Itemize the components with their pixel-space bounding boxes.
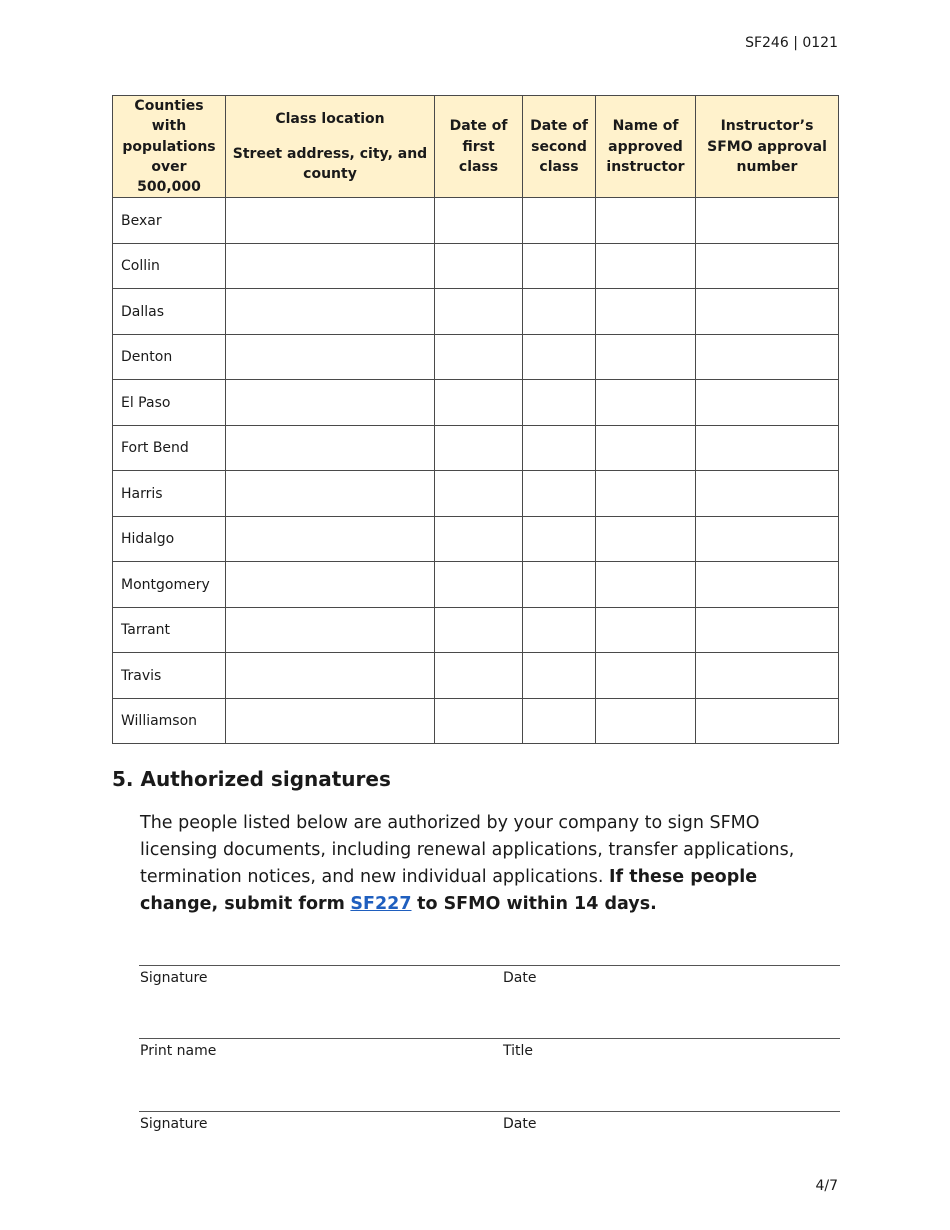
table-row (113, 698, 839, 744)
class-location-cell[interactable] (226, 425, 435, 471)
county-name-cell: Harris (113, 471, 226, 517)
header-first-class-date (435, 96, 523, 198)
second-class-date-cell[interactable] (523, 289, 596, 335)
approval-number-cell[interactable] (696, 698, 839, 744)
county-name-cell: El Paso (113, 380, 226, 426)
class-location-cell[interactable] (226, 471, 435, 517)
table-row (113, 471, 839, 517)
county-name-cell: Tarrant (113, 607, 226, 653)
date-label-1: Date (503, 970, 537, 986)
class-location-cell[interactable] (226, 698, 435, 744)
second-class-date-cell[interactable] (523, 562, 596, 608)
approval-number-cell[interactable] (696, 425, 839, 471)
second-class-date-cell[interactable] (523, 698, 596, 744)
class-location-cell[interactable] (226, 243, 435, 289)
second-class-date-cell[interactable] (523, 243, 596, 289)
header-instructor-name (596, 96, 696, 198)
county-name-cell: Hidalgo (113, 516, 226, 562)
table-row (113, 653, 839, 699)
signature-line-3 (139, 1111, 840, 1112)
print-name-label: Print name (140, 1043, 217, 1059)
intro-paragraph (140, 810, 840, 918)
header-class-location-sub: Street address, city, and county (232, 145, 428, 182)
approval-number-cell[interactable] (696, 380, 839, 426)
approval-number-cell[interactable] (696, 289, 839, 335)
signature-label-1: Signature (140, 970, 208, 986)
class-location-cell[interactable] (226, 334, 435, 380)
approval-number-cell[interactable] (696, 653, 839, 699)
date-label-2: Date (503, 1116, 537, 1132)
instructor-name-cell[interactable] (596, 698, 696, 744)
header-counties (113, 96, 226, 198)
header-class-location-label: Class location (275, 111, 385, 128)
second-class-date-cell[interactable] (523, 425, 596, 471)
instructor-name-cell[interactable] (596, 334, 696, 380)
header-approval-number-label: Instructor’s SFMO approval number (707, 118, 827, 175)
instructor-name-cell[interactable] (596, 516, 696, 562)
class-location-cell[interactable] (226, 289, 435, 335)
form-code: SF246 | 0121 (745, 35, 838, 51)
page-number: 4/7 (815, 1178, 838, 1194)
second-class-date-cell[interactable] (523, 607, 596, 653)
instructor-name-cell[interactable] (596, 198, 696, 244)
county-name-cell: Williamson (113, 698, 226, 744)
section-title: 5. Authorized signatures (112, 767, 391, 791)
class-location-cell[interactable] (226, 607, 435, 653)
signature-line-1 (139, 965, 840, 966)
county-name-cell: Denton (113, 334, 226, 380)
first-class-date-cell[interactable] (435, 243, 523, 289)
header-counties-label: Counties with populations over 500,000 (122, 98, 216, 196)
header-first-class-label: Date of first class (449, 118, 508, 175)
title-label: Title (503, 1043, 534, 1059)
first-class-date-cell[interactable] (435, 198, 523, 244)
class-location-cell[interactable] (226, 653, 435, 699)
sf227-link[interactable]: SF227 (350, 894, 412, 914)
first-class-date-cell[interactable] (435, 425, 523, 471)
county-name-cell: Fort Bend (113, 425, 226, 471)
approval-number-cell[interactable] (696, 471, 839, 517)
approval-number-cell[interactable] (696, 562, 839, 608)
county-name-cell: Bexar (113, 198, 226, 244)
intro-bold-suffix: to SFMO within 14 days. (417, 894, 657, 914)
table-row (113, 425, 839, 471)
first-class-date-cell[interactable] (435, 653, 523, 699)
table-header-row (113, 96, 839, 198)
second-class-date-cell[interactable] (523, 653, 596, 699)
signature-line-2 (139, 1038, 840, 1039)
table-row (113, 198, 839, 244)
instructor-name-cell[interactable] (596, 471, 696, 517)
header-second-class-date (523, 96, 596, 198)
class-location-cell[interactable] (226, 380, 435, 426)
approval-number-cell[interactable] (696, 243, 839, 289)
county-name-cell: Dallas (113, 289, 226, 335)
intro-text: The people listed below are authorized by your company to sign SFMO licensing documents, including renewal applications, transfer applications, termination notices, and new individual applications. (140, 813, 795, 887)
intro-bold-prefix: If these people change, submit form (140, 867, 758, 914)
table-row (113, 289, 839, 335)
table-row (113, 607, 839, 653)
signature-label-2: Signature (140, 1116, 208, 1132)
second-class-date-cell[interactable] (523, 198, 596, 244)
first-class-date-cell[interactable] (435, 562, 523, 608)
approval-number-cell[interactable] (696, 607, 839, 653)
header-approval-number (696, 96, 839, 198)
class-schedule-table (112, 95, 839, 744)
instructor-name-cell[interactable] (596, 243, 696, 289)
instructor-name-cell[interactable] (596, 289, 696, 335)
instructor-name-cell[interactable] (596, 380, 696, 426)
table-row (113, 562, 839, 608)
first-class-date-cell[interactable] (435, 607, 523, 653)
header-second-class-label: Date of second class (530, 118, 588, 175)
county-name-cell: Collin (113, 243, 226, 289)
approval-number-cell[interactable] (696, 516, 839, 562)
first-class-date-cell[interactable] (435, 516, 523, 562)
table-row (113, 243, 839, 289)
approval-number-cell[interactable] (696, 198, 839, 244)
class-location-cell[interactable] (226, 562, 435, 608)
instructor-name-cell[interactable] (596, 425, 696, 471)
class-location-cell[interactable] (226, 198, 435, 244)
instructor-name-cell[interactable] (596, 562, 696, 608)
first-class-date-cell[interactable] (435, 334, 523, 380)
approval-number-cell[interactable] (696, 334, 839, 380)
first-class-date-cell[interactable] (435, 380, 523, 426)
table-row (113, 334, 839, 380)
county-name-cell: Travis (113, 653, 226, 699)
header-instructor-name-label: Name of approved instructor (606, 118, 685, 175)
first-class-date-cell[interactable] (435, 289, 523, 335)
second-class-date-cell[interactable] (523, 471, 596, 517)
instructor-name-cell[interactable] (596, 653, 696, 699)
table-row (113, 516, 839, 562)
county-name-cell: Montgomery (113, 562, 226, 608)
class-location-cell[interactable] (226, 516, 435, 562)
second-class-date-cell[interactable] (523, 380, 596, 426)
instructor-name-cell[interactable] (596, 607, 696, 653)
first-class-date-cell[interactable] (435, 698, 523, 744)
second-class-date-cell[interactable] (523, 334, 596, 380)
header-class-location (226, 96, 435, 198)
first-class-date-cell[interactable] (435, 471, 523, 517)
table-row (113, 380, 839, 426)
second-class-date-cell[interactable] (523, 516, 596, 562)
